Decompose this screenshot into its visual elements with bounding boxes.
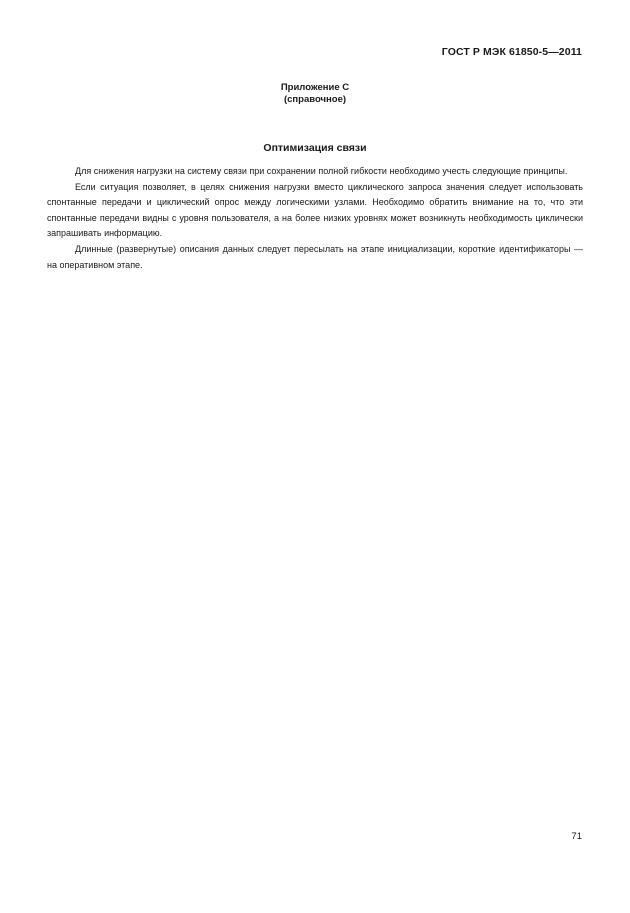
- section-title: Оптимизация связи: [263, 142, 367, 154]
- annex-title: Приложение С: [280, 82, 350, 93]
- paragraph: Для снижения нагрузки на систему связи при сохранении полной гибкости необходимо учесть следующие принципы.: [75, 166, 568, 176]
- annex-type: (справочное): [283, 94, 347, 105]
- paragraph: Если ситуация позволяет, в целях снижения нагрузки вместо циклического запроса значения следует использовать спонтанные передачи и циклический опрос между логическими узлами. Необходимо обратить внимание на то, что эти спонтанные передачи видны с уровня пользователя, а на более низких уровнях может возникнуть необходимость циклически запрашивать информацию.: [47, 181, 583, 239]
- paragraph: Длинные (развернутые) описания данных следует пересылать на этапе инициализации, короткие идентификаторы — на оперативном этапе.: [47, 243, 583, 270]
- page-number: 71: [571, 831, 582, 842]
- document-code: ГОСТ Р МЭК 61850-5—2011: [441, 46, 582, 58]
- body-text: [47, 164, 583, 273]
- annex-heading: [0, 82, 630, 106]
